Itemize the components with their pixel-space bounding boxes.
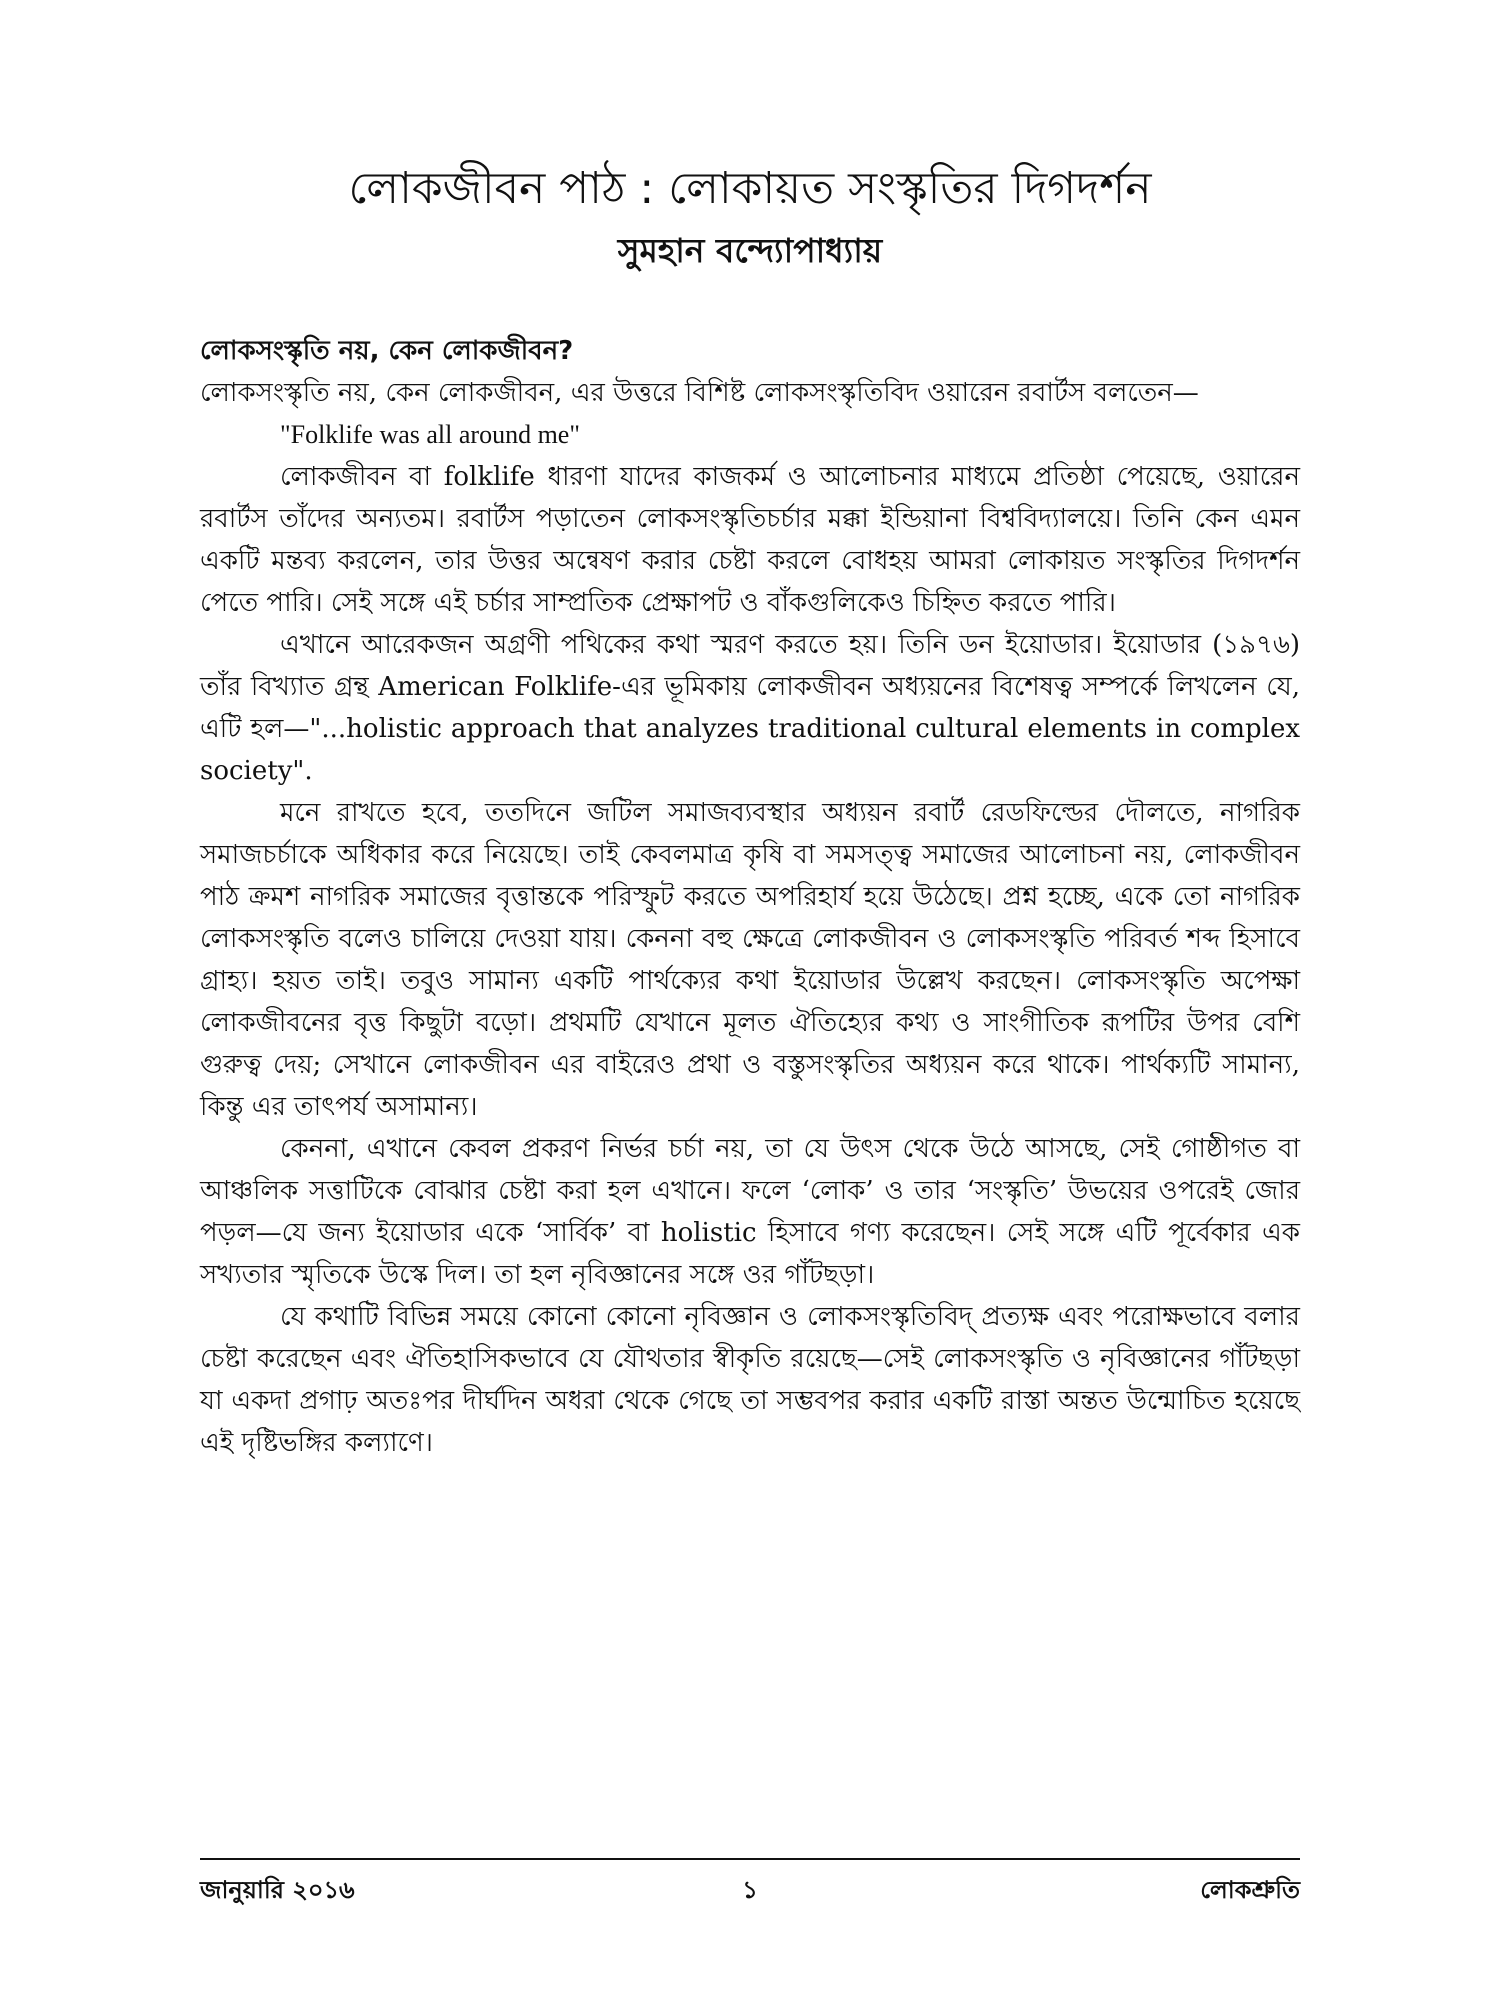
footer-page-number: ১ xyxy=(742,1876,758,1904)
article-author: সুমহান বন্দ্যোপাধ্যায় xyxy=(617,231,883,270)
footer-journal-name: লোকশ্রুতি xyxy=(1200,1876,1300,1904)
article-title: লোকজীবন পাঠ : লোকায়ত সংস্কৃতির দিগদর্শন xyxy=(348,163,1152,214)
footer-issue-date: জানুয়ারি ২০১৬ xyxy=(200,1876,355,1904)
paragraph-intro: লোকসংস্কৃতি নয়, কেন লোকজীবন, এর উত্তরে বিশিষ্ট লোকসংস্কৃতিবিদ ওয়ারেন রবার্টস বলতেন— xyxy=(200,378,1199,408)
quote-line: "Folklife was all around me" xyxy=(280,420,580,449)
document-page xyxy=(200,0,1300,2000)
paragraph: কেননা, এখানে কেবল প্রকরণ নির্ভর চর্চা নয়, তা যে উৎস থেকে উঠে আসছে, সেই গোষ্ঠীগত বা আঞ্চলিক সত্তাটিকে বোঝার চেষ্টা করা হল এখানে। ফলে ‘লোক’ ও তার ‘সংস্কৃতি’ উভয়ের ওপরেই জোর পড়ল—যে জন্য ইয়োডার একে ‘সার্বিক’ বা holistic হিসাবে গণ্য করেছেন। সেই সঙ্গে এটি পূর্বেকার এক সখ্যতার স্মৃতিকে উস্কে দিল। তা হল নৃবিজ্ঞানের সঙ্গে ওর গাঁটছড়া। xyxy=(200,1134,1300,1290)
paragraph: এখানে আরেকজন অগ্রণী পথিকের কথা স্মরণ করতে হয়। তিনি ডন ইয়োডার। ইয়োডার (১৯৭৬) তাঁর বিখ্যাত গ্রন্থ American Folklife-এর ভূমিকায় লোকজীবন অধ্যয়নের বিশেষত্ব সম্পর্কে লিখলেন যে, এটি হল—"...holistic approach that analyzes traditional cultural elements in complex society". xyxy=(200,630,1300,786)
section-heading: লোকসংস্কৃতি নয়, কেন লোকজীবন? xyxy=(200,336,574,366)
article-body xyxy=(200,330,1300,1464)
paragraph: মনে রাখতে হবে, ততদিনে জটিল সমাজব্যবস্থার অধ্যয়ন রবার্ট রেডফিল্ডের দৌলতে, নাগরিক সমাজচর্চাকে অধিকার করে নিয়েছে। তাই কেবলমাত্র কৃষি বা সমসত্ত্ব সমাজের আলোচনা নয়, লোকজীবন পাঠ ক্রমশ নাগরিক সমাজের বৃত্তান্তকে পরিস্ফুট করতে অপরিহার্য হয়ে উঠেছে। প্রশ্ন হচ্ছে, একে তো নাগরিক লোকসংস্কৃতি বলেও চালিয়ে দেওয়া যায়। কেননা বহু ক্ষেত্রে লোকজীবন ও লোকসংস্কৃতি পরিবর্ত শব্দ হিসাবে গ্রাহ্য। হয়ত তাই। তবুও সামান্য একটি পার্থক্যের কথা ইয়োডার উল্লেখ করছেন। লোকসংস্কৃতি অপেক্ষা লোকজীবনের বৃত্ত কিছুটা বড়ো। প্রথমটি যেখানে মূলত ঐতিহ্যের কথ্য ও সাংগীতিক রূপটির উপর বেশি গুরুত্ব দেয়; সেখানে লোকজীবন এর বাইরেও প্রথা ও বস্তুসংস্কৃতির অধ্যয়ন করে থাকে। পার্থক্যটি সামান্য, কিন্তু এর তাৎপর্য অসামান্য। xyxy=(200,798,1300,1122)
footer-divider xyxy=(200,1858,1300,1860)
paragraph: লোকজীবন বা folklife ধারণা যাদের কাজকর্ম ও আলোচনার মাধ্যমে প্রতিষ্ঠা পেয়েছে, ওয়ারেন রবার্টস তাঁদের অন্যতম। রবার্টস পড়াতেন লোকসংস্কৃতিচর্চার মক্কা ইন্ডিয়ানা বিশ্ববিদ্যালয়ে। তিনি কেন এমন একটি মন্তব্য করলেন, তার উত্তর অন্বেষণ করার চেষ্টা করলে বোধহয় আমরা লোকায়ত সংস্কৃতির দিগদর্শন পেতে পারি। সেই সঙ্গে এই চর্চার সাম্প্রতিক প্রেক্ষাপট ও বাঁকগুলিকেও চিহ্নিত করতে পারি। xyxy=(200,462,1300,618)
paragraph: যে কথাটি বিভিন্ন সময়ে কোনো কোনো নৃবিজ্ঞান ও লোকসংস্কৃতিবিদ্ প্রত্যক্ষ এবং পরোক্ষভাবে বলার চেষ্টা করেছেন এবং ঐতিহাসিকভাবে যে যৌথতার স্বীকৃতি রয়েছে—সেই লোকসংস্কৃতি ও নৃবিজ্ঞানের গাঁটছড়া যা একদা প্রগাঢ় অতঃপর দীর্ঘদিন অধরা থেকে গেছে তা সম্ভবপর করার একটি রাস্তা অন্তত উন্মোচিত হয়েছে এই দৃষ্টিভঙ্গির কল্যাণে। xyxy=(200,1302,1300,1458)
